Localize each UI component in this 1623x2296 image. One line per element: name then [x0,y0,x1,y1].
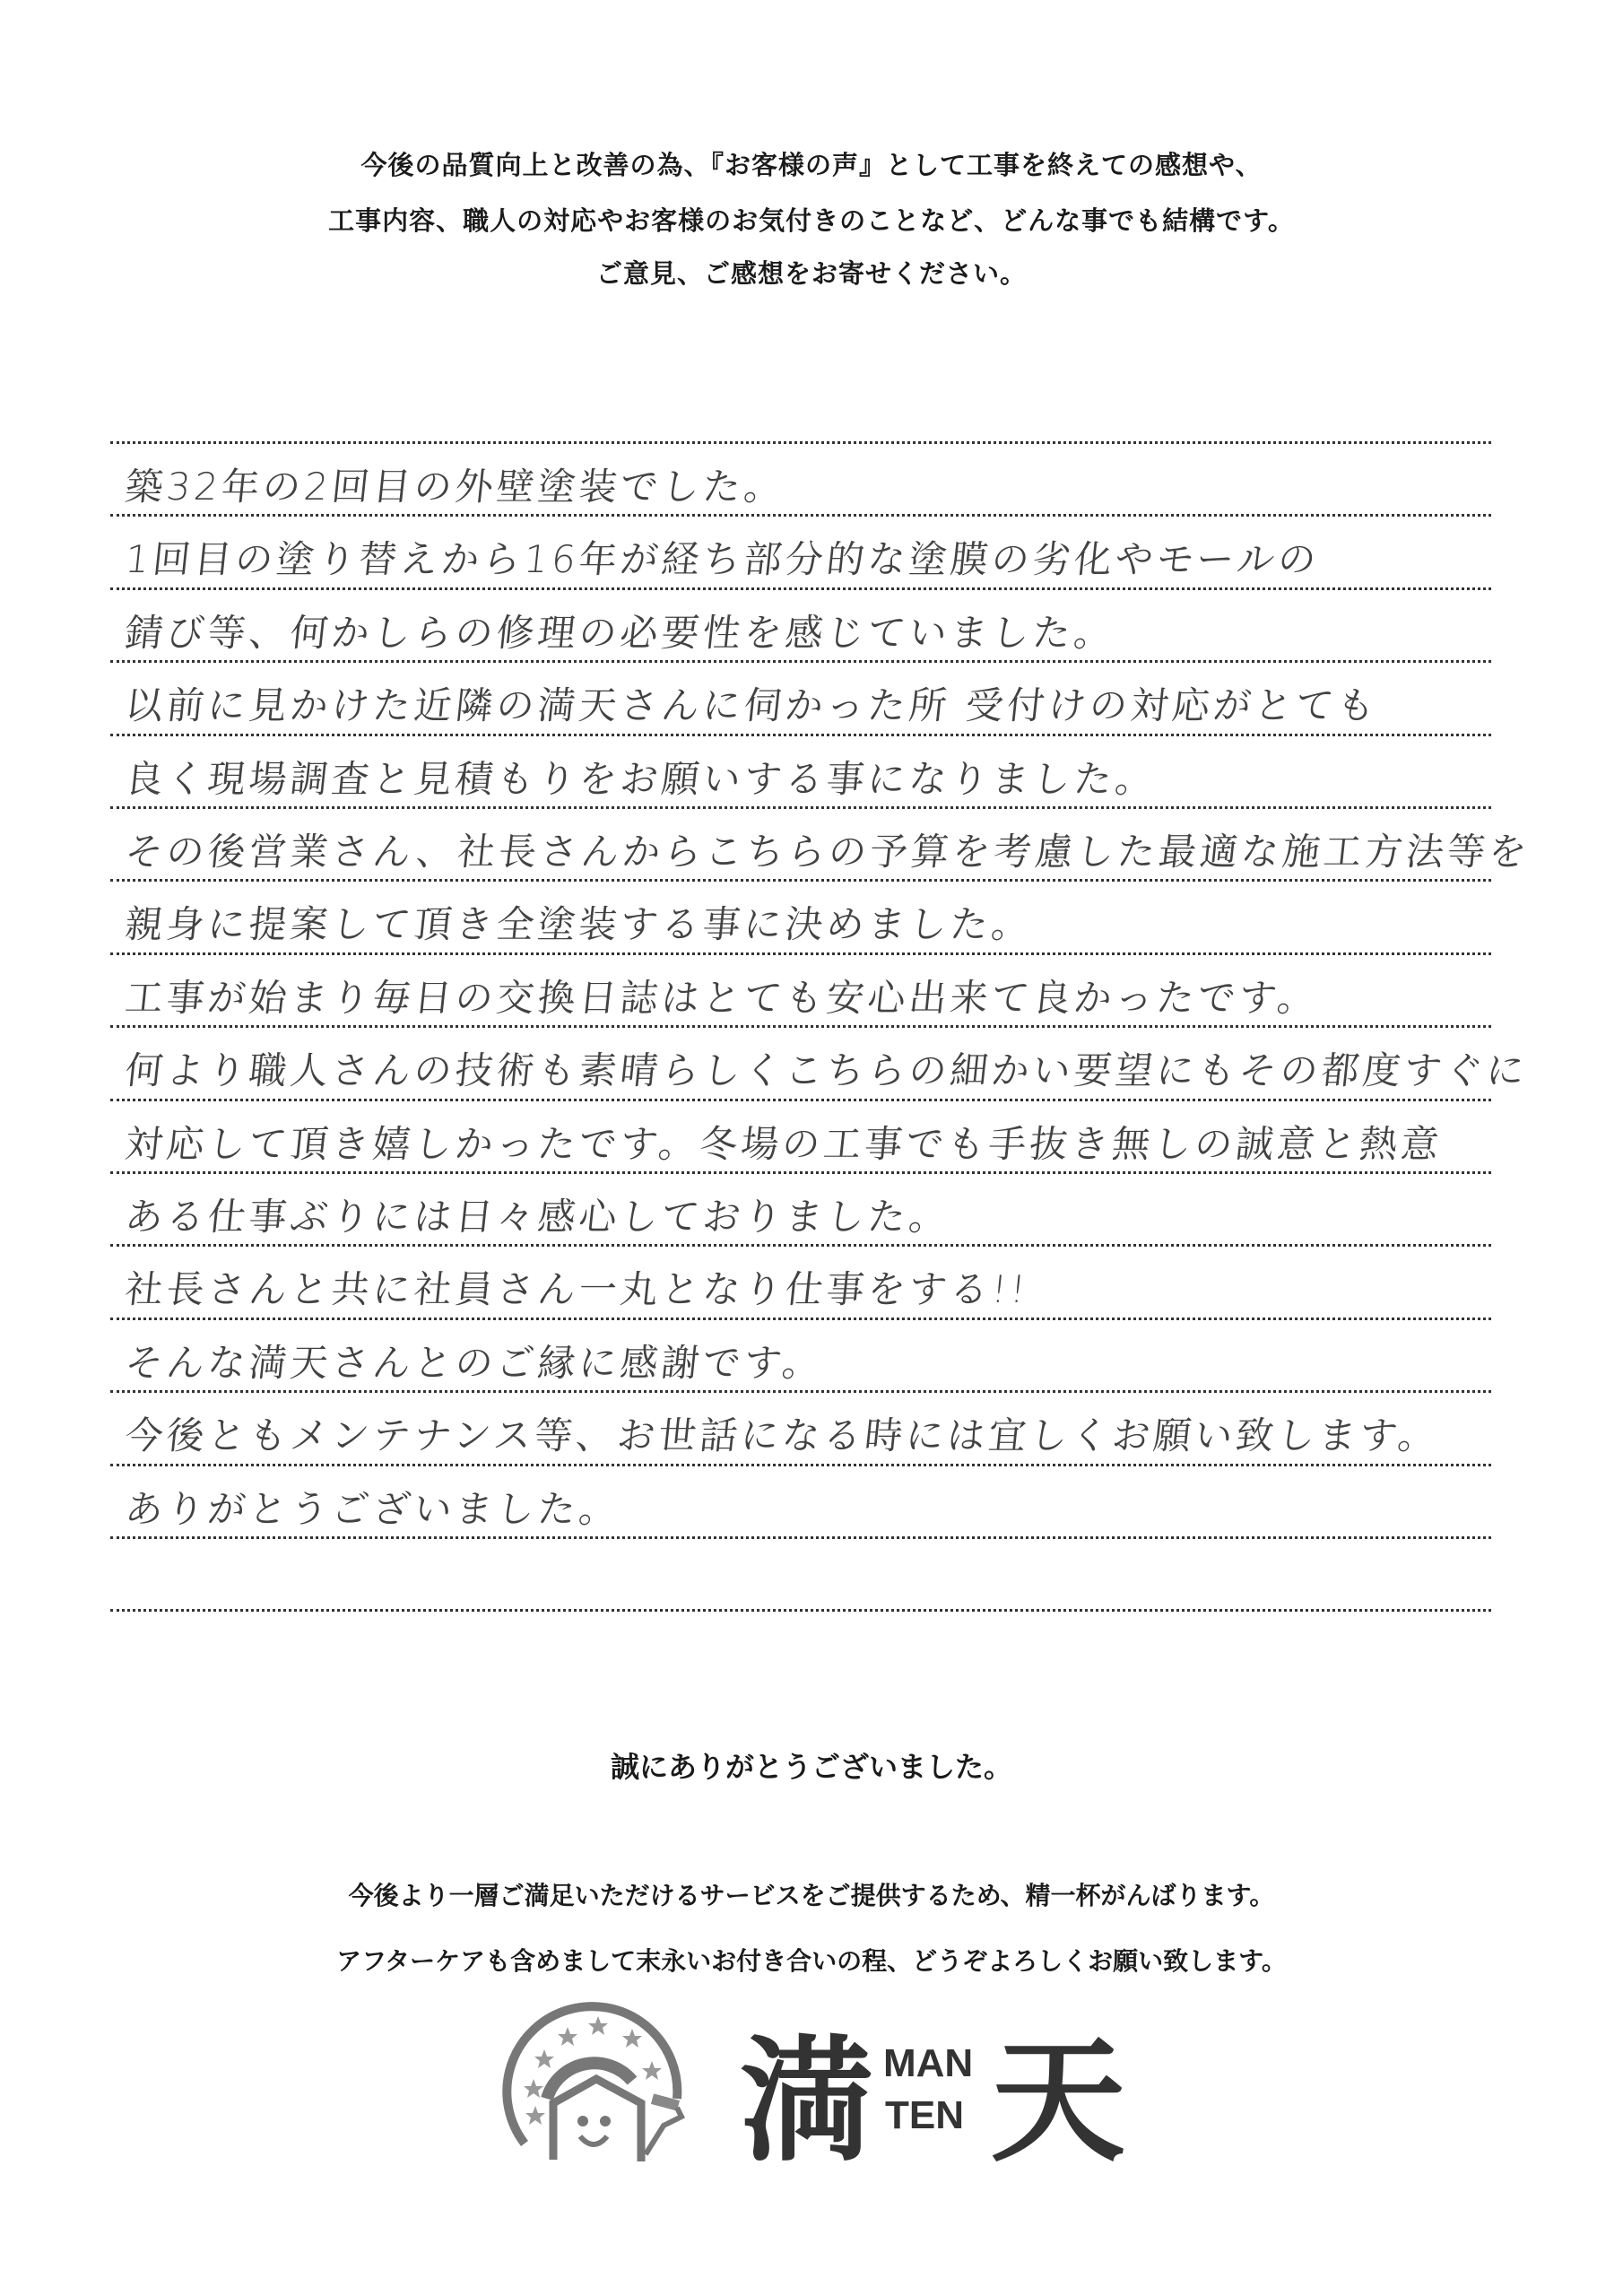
house-emblem-icon [507,2006,681,2161]
handwritten-line: 対応して頂き嬉しかったです。冬場の工事でも手抜き無しの誠意と熱意 [123,1121,1445,1166]
handwritten-line: 築32年の2回目の外壁塗装でした。 [123,465,788,509]
handwritten-line: 今後ともメンテナンス等、お世話になる時には宜しくお願い致します。 [123,1413,1442,1458]
handwritten-line: そんな満天さんとのご縁に感謝です。 [123,1340,826,1385]
ruled-line [110,952,1491,955]
ruled-line [110,1244,1491,1247]
ruled-line [110,441,1491,444]
ruled-line [110,806,1491,809]
logo-kanji-ten: 天 [991,2024,1125,2179]
manten-logo [498,2000,1125,2179]
handwritten-line: 何より職人さんの技術も素晴らしくこちらの細かい要望にもその都度すぐに [123,1048,1531,1093]
ruled-line [110,587,1491,590]
handwritten-line: 親身に提案して頂き全塗装する事に決めました。 [123,902,1036,947]
handwritten-line: 良く現場調査と見積もりをお願いする事になりました。 [123,756,1159,801]
logo-kanji-man: 満 [740,2024,875,2179]
header-line-3: ご意見、ご感想をお寄せください。 [595,258,1027,289]
closing-line-1: 今後より一層ご満足いただけるサービスをご提供するため、精一杯がんばります。 [348,1881,1275,1910]
handwritten-line: 1回目の塗り替えから16年が経ち部分的な塗膜の劣化やモールの [123,537,1322,582]
handwritten-line: ある仕事ぶりには日々感心しておりました。 [123,1195,953,1239]
ruled-line [110,1390,1491,1393]
ruled-line [110,1099,1491,1101]
ruled-line [110,1025,1491,1028]
ruled-line [110,1464,1491,1466]
closing-thanks: 誠にありがとうございました。 [610,1750,1012,1784]
header-line-1: 今後の品質向上と改善の為、『お客様の声』として工事を終えての感想や、 [360,150,1263,180]
ruled-line [110,734,1491,736]
handwritten-line: 錆び等、何かしらの修理の必要性を感じていました。 [123,610,1118,655]
ruled-line [110,1536,1491,1539]
logo-latin-ten: TEN [885,2093,964,2137]
handwritten-line: その後営業さん、社長さんからこちらの予算を考慮した最適な施工方法等を [123,830,1532,874]
header-line-2: 工事内容、職人の対応やお客様のお気付きのことなど、どんな事でも結構です。 [328,205,1295,236]
handwritten-line: ありがとうございました。 [123,1486,623,1531]
closing-line-2: アフターケアも含めまして末永いお付き合いの程、どうぞよろしくお願い致します。 [336,1946,1287,1976]
handwritten-line: 以前に見かけた近隣の満天さんに伺かった所 受付けの対応がとても [123,683,1381,728]
logo-latin-man: MAN [883,2041,974,2085]
ruled-line [110,660,1491,663]
ruled-line [110,879,1491,882]
ruled-line [110,1609,1491,1612]
ruled-line [110,1171,1491,1174]
handwritten-line: 工事が始まり毎日の交換日誌はとても安心出来て良かったです。 [123,975,1321,1020]
handwritten-line: 社長さんと共に社員さん一丸となり仕事をする!! [123,1267,1031,1312]
ruled-line [110,514,1491,517]
ruled-line [110,1318,1491,1320]
